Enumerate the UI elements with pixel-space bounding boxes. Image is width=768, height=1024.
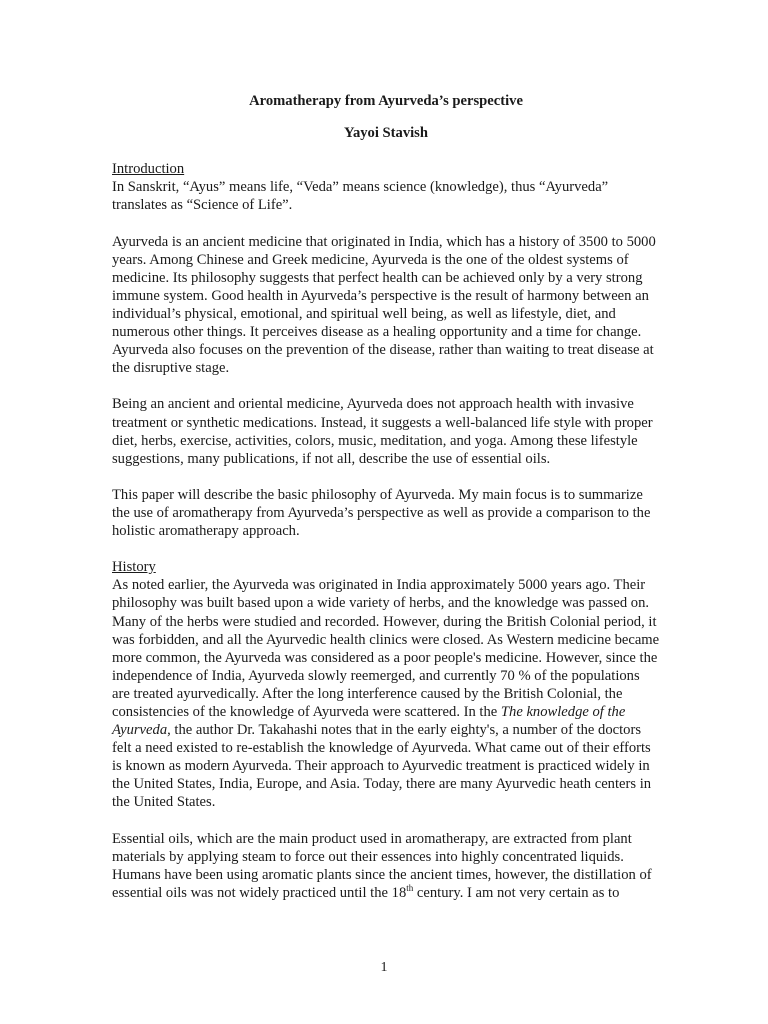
book-title: The knowledge of the Ayurveda	[112, 704, 626, 739]
ordinal-suffix: th	[406, 883, 414, 894]
introduction-paragraph-1: In Sanskrit, “Ayus” means life, “Veda” means science (knowledge), thus “Ayurveda” translates as “Science of Life”.	[112, 179, 609, 214]
history-paragraph-1	[112, 576, 660, 811]
page-number: 1	[380, 960, 388, 975]
document-author: Yayoi Stavish	[344, 125, 428, 142]
history-paragraph-2-text-b: century. I am not very certain as to	[413, 884, 620, 901]
history-paragraph-2	[112, 830, 660, 902]
section-heading-history: History	[112, 559, 156, 576]
document-title: Aromatherapy from Ayurveda’s perspective	[249, 93, 523, 109]
history-paragraph-2-text-a: Essential oils, which are the main product used in aromatherapy, are extracted from plant materials by applying steam to force out their essences into highly concentrated liquids. Humans have been using aromatic plants since the ancient times, however, the distillation of essential oils was not widely practiced until the 18	[112, 830, 652, 901]
history-paragraph-1-text-a: As noted earlier, the Ayurveda was originated in India approximately 5000 years ago. Their philosophy was built based upon a wide variety of herbs, and the knowledge was passed on. Many of the herbs were studied and recorded. However, during the British Colonial period, it was forbidden, and all the Ayurvedic health clinics were closed. As Western medicine became more common, the Ayurveda was considered as a poor people's medicine. However, since the independence of India, Ayurveda slowly reemerged, and currently 70 % of the populations are treated ayurvedically. After the long interference caused by the British Colonial, the consistencies of the knowledge of Ayurveda were scattered. In the	[112, 577, 660, 720]
introduction-paragraph-3: Being an ancient and oriental medicine, Ayurveda does not approach health with invasive treatment or synthetic medications. Instead, it suggests a well-balanced life style with proper diet, herbs, exercise, activities, colors, music, meditation, and yoga. Among these lifestyle suggestions, many publications, if not all, describe the use of essential oils.	[112, 396, 653, 467]
history-paragraph-1-text-b: , the author Dr. Takahashi notes that in the early eighty's, a number of the doctors felt a need existed to re-establish the knowledge of Ayurveda. What came out of their efforts is known as modern Ayurveda. Their approach to Ayurvedic treatment is practiced widely in the United States, India, Europe, and Asia. Today, there are many Ayurvedic heath centers in the United States.	[112, 722, 652, 811]
document-page	[112, 92, 660, 920]
introduction-paragraph-2: Ayurveda is an ancient medicine that originated in India, which has a history of 3500 to 5000 years. Among Chinese and Greek medicine, Ayurveda is the one of the oldest systems of medicine. Its philosophy suggests that perfect health can be achieved only by a very strong immune system. Good health in Ayurveda’s perspective is the result of harmony between an individual’s physical, emotional, and spiritual well being, as well as lifestyle, diet, and numerous other things. It perceives disease as a healing opportunity and a time for change. Ayurveda also focuses on the prevention of the disease, rather than waiting to treat disease at the disruptive stage.	[112, 233, 656, 377]
section-heading-introduction: Introduction	[112, 161, 185, 178]
introduction-paragraph-4: This paper will describe the basic philosophy of Ayurveda. My main focus is to summarize the use of aromatherapy from Ayurveda’s perspective as well as provide a comparison to the holistic aromatherapy approach.	[112, 486, 651, 540]
